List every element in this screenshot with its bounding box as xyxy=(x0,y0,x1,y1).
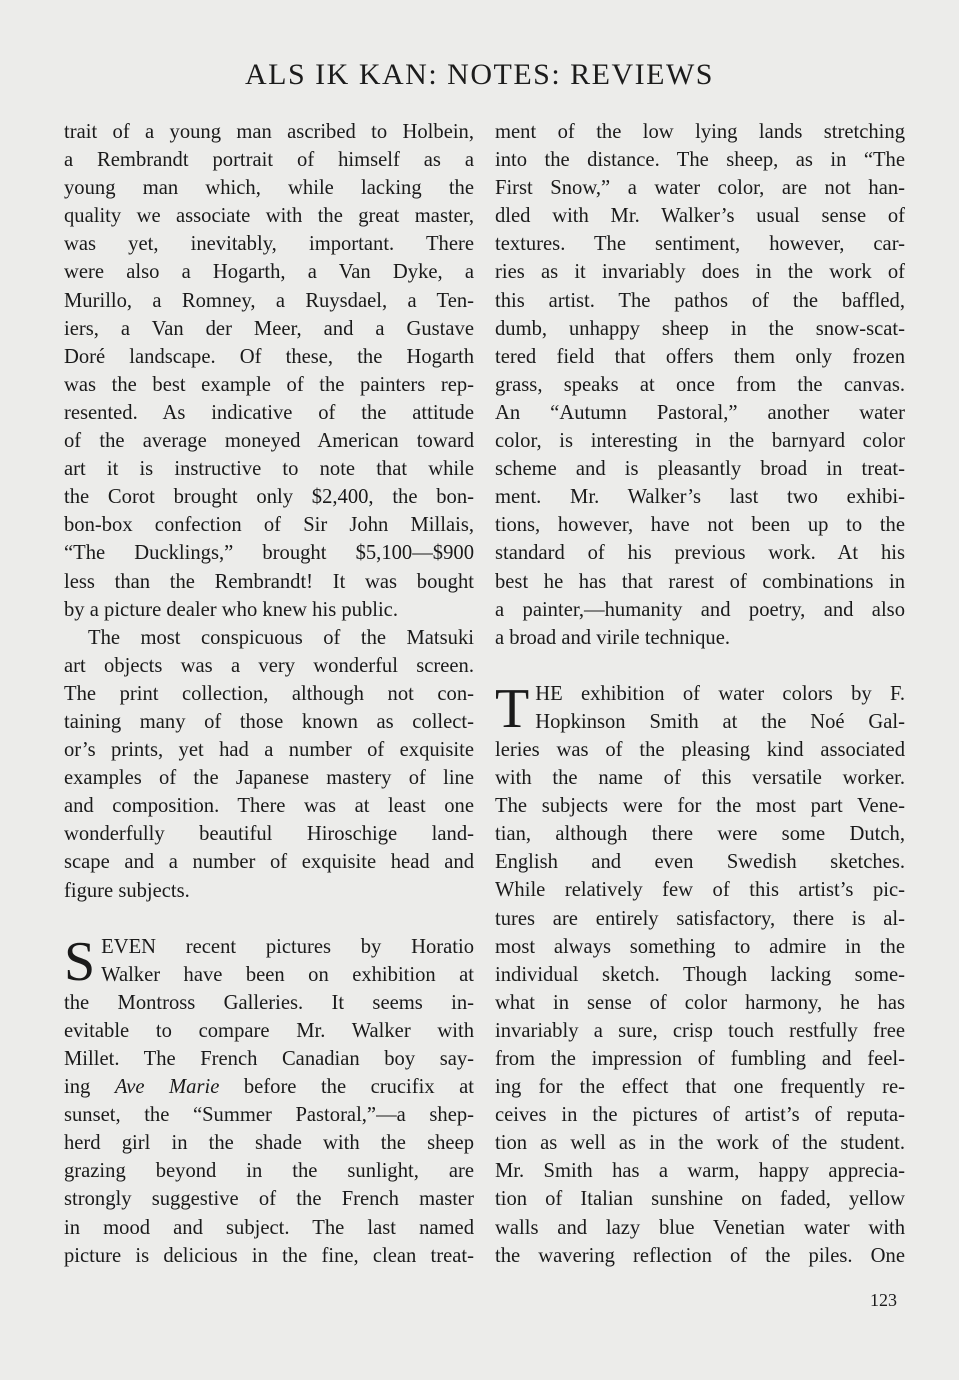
text-line: a broad and virile technique. xyxy=(495,626,731,649)
left-column xyxy=(64,118,474,1270)
text-line: was the best example of the painters rep- xyxy=(64,373,474,396)
text-line: picture is delicious in the fine, clean treat- xyxy=(64,1244,474,1267)
text-line: walls and lazy blue Venetian water with xyxy=(495,1216,905,1239)
text-line: While relatively few of this artist’s pic- xyxy=(495,879,905,902)
text-line: invariably a sure, crisp touch restfully free xyxy=(495,1019,905,1042)
running-header: ALS IK KAN: NOTES: REVIEWS xyxy=(245,58,714,91)
text-line: HE exhibition of water colors by F. xyxy=(535,682,905,705)
text-line: was yet, inevitably, important. There xyxy=(64,233,474,256)
text-line: trait of a young man ascribed to Holbein, xyxy=(64,121,474,143)
text-line: evitable to compare Mr. Walker with xyxy=(64,1019,474,1042)
text-line: The subjects were for the most part Vene- xyxy=(495,795,905,818)
text-line: dled with Mr. Walker’s usual sense of xyxy=(495,205,905,228)
text-line: individual sketch. Though lacking some- xyxy=(495,963,905,986)
text-line: English and even Swedish sketches. xyxy=(495,851,905,874)
text-line: art it is instructive to note that while xyxy=(64,458,474,481)
text-line: with the name of this versatile worker. xyxy=(495,767,905,790)
text-line: standard of his previous work. At his xyxy=(495,542,905,565)
text-line: leries was of the pleasing kind associated xyxy=(495,738,905,761)
text-line: tered field that offers them only frozen xyxy=(495,345,905,368)
text-line: ment. Mr. Walker’s last two exhibi- xyxy=(495,486,905,509)
text-line: examples of the Japanese mastery of line xyxy=(64,767,474,790)
text-line: in mood and subject. The last named xyxy=(64,1216,474,1239)
text-line: the Montross Galleries. It seems in- xyxy=(64,991,474,1014)
text-line: tures are entirely satisfactory, there is al- xyxy=(495,907,905,930)
paragraph-holbein xyxy=(64,118,474,624)
text-line: taining many of those known as collect- xyxy=(64,710,474,733)
text-line: textures. The sentiment, however, car- xyxy=(495,233,905,256)
text-line: young man which, while lacking the xyxy=(64,177,474,200)
text-line: wonderfully beautiful Hiroschige land- xyxy=(64,823,474,846)
text-line: a painter,—humanity and poetry, and also xyxy=(495,598,905,621)
text-line: ries as it invariably does in the work of xyxy=(495,261,905,284)
text-line: best he has that rarest of combinations in xyxy=(495,570,905,593)
text-line: EVEN recent pictures by Horatio xyxy=(101,935,474,958)
text-line: a Rembrandt portrait of himself as a xyxy=(64,149,474,172)
text-line: tions, however, have not been up to the xyxy=(495,514,905,537)
text-line: this artist. The pathos of the baffled, xyxy=(495,289,905,312)
text-line: tian, although there were some Dutch, xyxy=(495,823,905,846)
text-line: from the impression of fumbling and feel- xyxy=(495,1048,905,1070)
text-line: ing for the effect that one frequently re- xyxy=(495,1076,905,1099)
text-line: Walker have been on exhibition at xyxy=(101,963,474,986)
text-line: Doré landscape. Of these, the Hogarth xyxy=(64,345,474,368)
drop-cap-t: T xyxy=(495,677,530,740)
text-line: or’s prints, yet had a number of exquisite xyxy=(64,739,474,762)
text-line: were also a Hogarth, a Van Dyke, a xyxy=(64,261,474,284)
drop-cap-s: S xyxy=(64,930,96,993)
text-line: grazing beyond in the sunlight, are xyxy=(64,1160,474,1183)
text-line: and composition. There was at least one xyxy=(64,795,474,818)
text-line: An “Autumn Pastoral,” another water xyxy=(495,401,905,424)
text-line: The print collection, although not con- xyxy=(64,682,474,705)
paragraph-matsuki xyxy=(64,624,474,905)
text-line: Mr. Smith has a warm, happy apprecia- xyxy=(495,1160,905,1183)
text-line: the wavering reflection of the piles. One xyxy=(495,1244,905,1267)
text-line: the Corot brought only $2,400, the bon- xyxy=(64,486,474,509)
text-line: dumb, unhappy sheep in the snow-scat- xyxy=(495,317,905,340)
page-number: 123 xyxy=(870,1290,897,1310)
text-line: Hopkinson Smith at the Noé Gal- xyxy=(535,710,905,733)
section-gap xyxy=(64,905,474,933)
text-line: tion as well as in the work of the student. xyxy=(495,1132,905,1155)
right-column xyxy=(495,118,905,1270)
text-line: sunset, the “Summer Pastoral,”—a shep- xyxy=(64,1104,474,1127)
text-line: figure subjects. xyxy=(64,879,190,902)
section-gap xyxy=(495,652,905,680)
text-line: Murillo, a Romney, a Ruysdael, a Ten- xyxy=(64,289,474,312)
text-line: art objects was a very wonderful screen. xyxy=(64,654,474,677)
paragraph-walker-continued xyxy=(495,118,905,652)
paragraph-horatio-walker xyxy=(64,930,474,1270)
text-line: ment of the low lying lands stretching xyxy=(495,121,905,143)
text-line: ing Ave Marie before the crucifix at xyxy=(64,1076,474,1099)
text-line: grass, speaks at once from the canvas. xyxy=(495,373,905,396)
text-line: less than the Rembrandt! It was bought xyxy=(64,570,474,593)
text-line: color, is interesting in the barnyard color xyxy=(495,430,905,453)
text-line: scheme and is pleasantly broad in treat- xyxy=(495,458,905,481)
text-line: strongly suggestive of the French master xyxy=(64,1188,474,1211)
italic-title: Ave Marie xyxy=(114,1076,220,1099)
text-line: The most conspicuous of the Matsuki xyxy=(88,626,474,649)
text-line: tion of Italian sunshine on faded, yellow xyxy=(495,1188,905,1211)
text-line: into the distance. The sheep, as in “The xyxy=(495,149,905,172)
text-line: Millet. The French Canadian boy say- xyxy=(64,1048,474,1070)
text-line: herd girl in the shade with the sheep xyxy=(64,1132,474,1155)
text-line: what in sense of color harmony, he has xyxy=(495,991,905,1014)
text-line: ceives in the pictures of artist’s of reputa- xyxy=(495,1104,905,1127)
text-line: iers, a Van der Meer, and a Gustave xyxy=(64,317,474,340)
text-line: scape and a number of exquisite head and xyxy=(64,851,474,874)
text-line: bon-box confection of Sir John Millais, xyxy=(64,514,474,537)
text-line: of the average moneyed American toward xyxy=(64,430,474,453)
text-line: by a picture dealer who knew his public. xyxy=(64,598,398,621)
text-line: most always something to admire in the xyxy=(495,935,905,958)
text-line: resented. As indicative of the attitude xyxy=(64,401,474,424)
text-line: quality we associate with the great master, xyxy=(64,205,474,228)
paragraph-hopkinson-smith xyxy=(495,677,905,1270)
text-line: “The Ducklings,” brought $5,100—$900 xyxy=(64,542,474,565)
text-line: First Snow,” a water color, are not han- xyxy=(495,177,905,200)
